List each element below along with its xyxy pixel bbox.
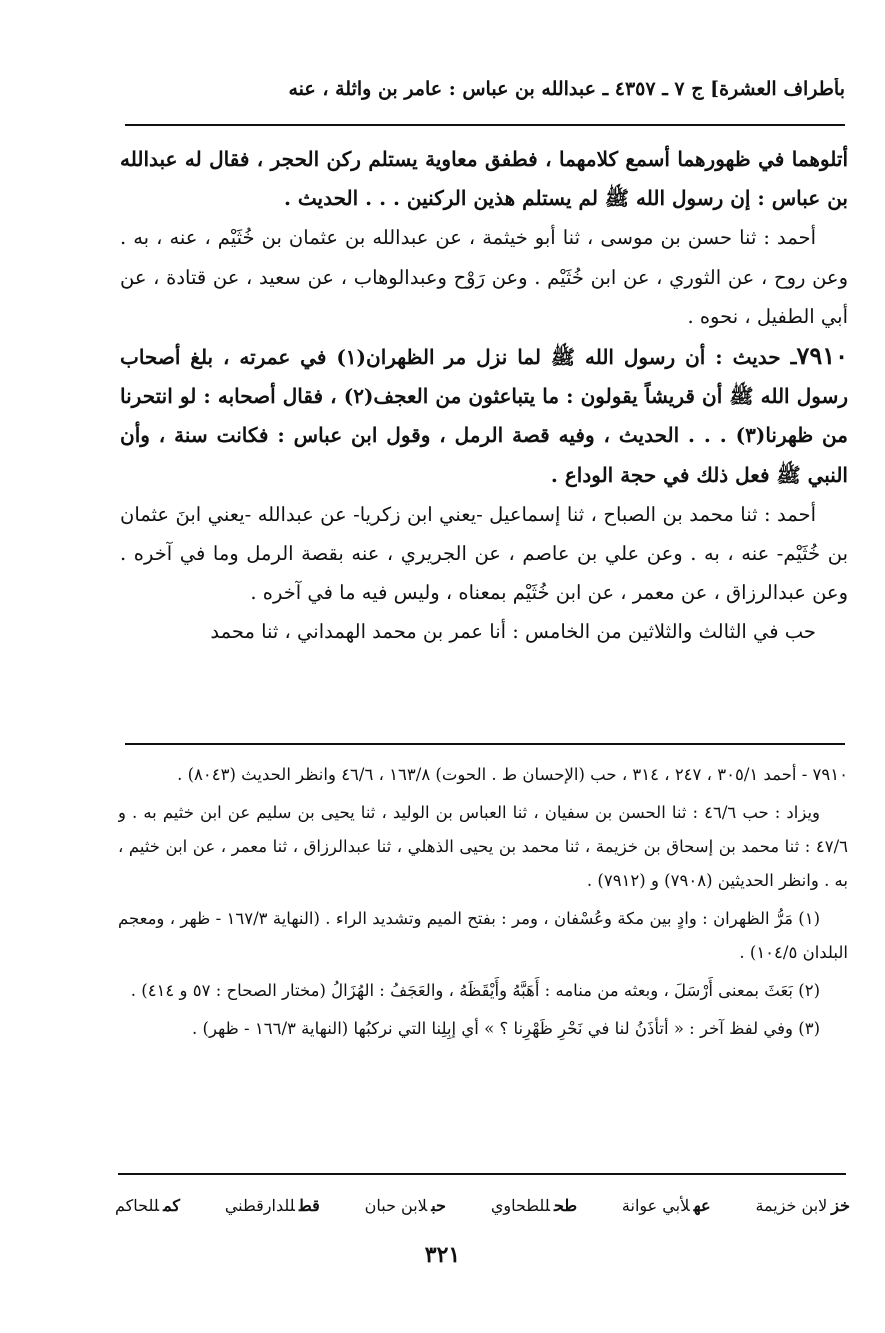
abbreviation-legend <box>115 1188 850 1222</box>
legend-abbr: طح <box>553 1195 578 1215</box>
page-number: ٣٢١ <box>424 1242 461 1268</box>
header-divider <box>125 124 845 126</box>
footnote-divider <box>125 743 845 745</box>
legend-item <box>491 1196 577 1215</box>
legend-abbr: كم <box>163 1195 180 1215</box>
hadith-number: ٧٩١٠ <box>796 341 848 371</box>
paragraph-ahmad-chain-2: أحمد : ثنا محمد بن الصباح ، ثنا إسماعيل -يعني ابن زكريا- عن عبدالله -يعني ابنَ عثمان بن خُثَيْم- عنه ، به . وعن علي بن عاصم ، عن الجريري ، عنه بقصة الرمل وما في آخره . وعن عبدالرزاق ، عن معمر ، عن ابن خُثَيْم بمعناه ، وليس فيه ما في آخره . <box>120 502 848 605</box>
legend-abbr: عه <box>693 1195 711 1215</box>
legend-abbr: حب <box>431 1195 446 1215</box>
legend-item <box>755 1196 850 1215</box>
legend-label: لابن حبان <box>364 1195 428 1215</box>
legend-label: للطحاوي <box>490 1195 550 1215</box>
footnote-additions: ويزاد : حب ٤٦/٦ : ثنا الحسن بن سفيان ، ثنا العباس بن الوليد ، ثنا يحيى بن سليم عن ابن خثيم به . و ٤٧/٦ : ثنا محمد بن إسحاق بن خزيمة ، ثنا محمد بن يحيى الذهلي ، ثنا عبدالرزاق ، ثنا معمر ، عن ابن خثيم ، به . وانظر الحديثين (٧٩٠٨) و (٧٩١٢) . <box>118 803 848 890</box>
footnotes <box>118 758 848 1162</box>
legend-label: لأبي عوانة <box>621 1195 690 1215</box>
legend-item <box>622 1196 711 1215</box>
legend-label: لابن خزيمة <box>755 1195 828 1215</box>
legend-item <box>115 1196 180 1215</box>
footnote-sources: ٧٩١٠ - أحمد ٣٠٥/١ ، ٢٤٧ ، ٣١٤ ، حب (الإحسان ط . الحوت) ١٦٣/٨ ، ٤٦/٦ وانظر الحديث (٨٠٤٣) . <box>177 765 848 784</box>
paragraph-continuation: أتلوهما في ظهورهما أسمع كلامهما ، فطفق معاوية يستلم ركن الحجر ، فقال له عبدالله بن عباس : إن رسول الله ﷺ لم يستلم هذين الركنين . . . الحديث . <box>120 147 848 211</box>
hadith-text: ـ حديث : أن رسول الله ﷺ لما نزل مر الظهران(١) في عمرته ، بلغ أصحاب رسول الله ﷺ أن قريشاً يقولون : ما يتباعثون من العجف(٢) ، فقال أصحابه : لو انتحرنا من ظهرنا(٣) . . . الحديث ، وفيه قصة الرمل ، وقول ابن عباس : فكانت سنة ، وأن النبي ﷺ فعل ذلك في حجة الوداع . <box>120 345 848 487</box>
main-text <box>120 140 848 736</box>
footnote-3: (٣) وفي لفظ آخر : « أتأذَنُ لنا في نَحْرِ ظَهْرِنا ؟ » أي إبِلِنا التي نركبُها (النهاية ١٦٦/٣ - ظهر) . <box>192 1019 820 1038</box>
legend-label: للحاكم <box>115 1195 160 1215</box>
paragraph-hibban-chain: حب في الثالث والثلاثين من الخامس : أنا عمر بن محمد الهمداني ، ثنا محمد <box>210 620 816 644</box>
hadith-7910 <box>120 336 848 495</box>
footnote-1: (١) مَرُّ الظهران : وادٍ بين مكة وعُسْفان ، ومر : بفتح الميم وتشديد الراء . (النهاية ١٦٧/٣ - ظهر ، ومعجم البلدان ١٠٤/٥) . <box>118 909 848 962</box>
legend-item <box>365 1196 446 1215</box>
paragraph-ahmad-chain-1: أحمد : ثنا حسن بن موسى ، ثنا أبو خيثمة ، عن عبدالله بن عثمان بن خُثَيْم ، عنه ، به . وعن روح ، عن الثوري ، عن ابن خُثَيْم . وعن رَوْح وعبدالوهاب ، عن سعيد ، عن قتادة ، عن أبي الطفيل ، نحوه . <box>120 226 848 328</box>
legend-abbr: قط <box>298 1195 320 1215</box>
legend-item <box>225 1196 320 1215</box>
running-header: بأطراف العشرة] ج ٧ ـ ٤٣٥٧ ـ عبدالله بن عباس : عامر بن واثلة ، عنه <box>288 78 845 100</box>
legend-divider <box>118 1173 846 1175</box>
footnote-2: (٢) بَعَثَ بمعنى أَرْسَلَ ، وبعثه من منامه : أَهَبَّهُ وأَيْقَظَهُ ، والعَجَفُ : الهُزَالُ (مختار الصحاح : ٥٧ و ٤١٤) . <box>130 981 820 1000</box>
legend-label: للدارقطني <box>224 1195 295 1215</box>
legend-abbr: خز <box>831 1195 850 1215</box>
